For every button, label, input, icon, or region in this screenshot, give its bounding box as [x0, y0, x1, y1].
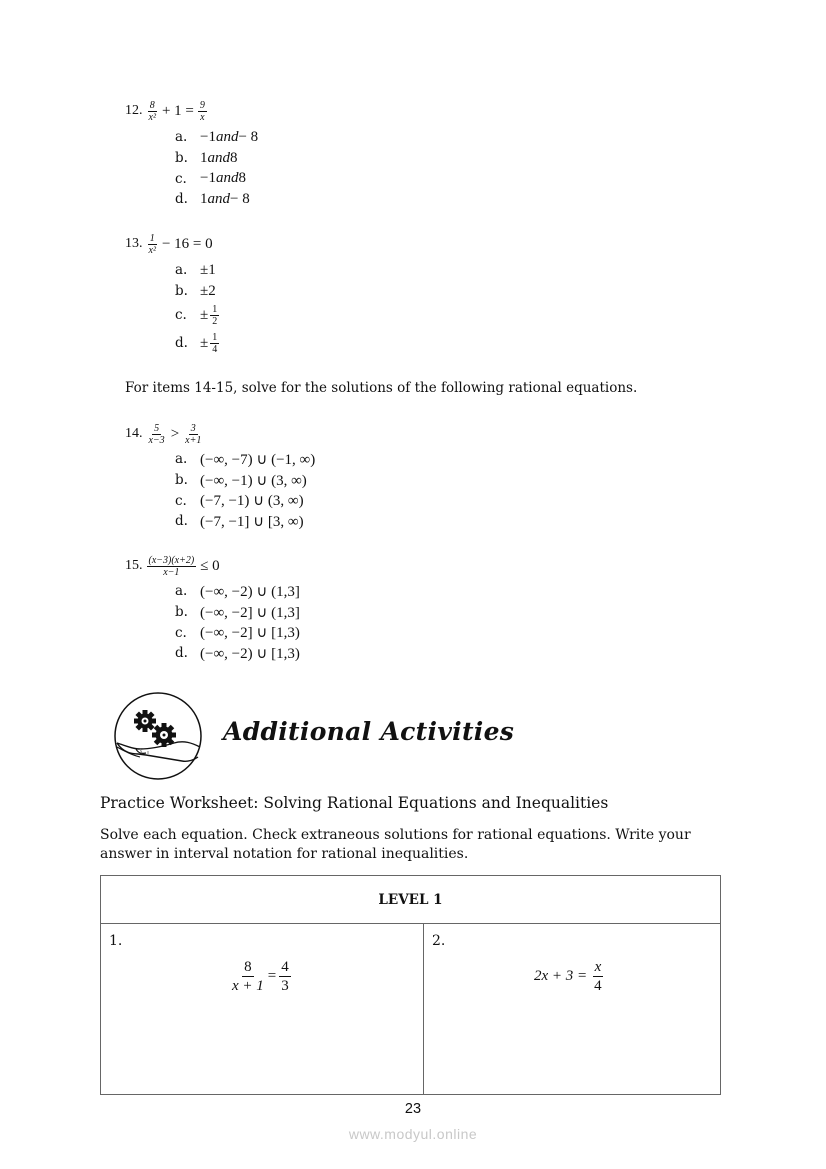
numerator: 4	[281, 959, 289, 975]
numerator: 3	[190, 422, 196, 434]
option-d	[175, 511, 315, 532]
option-b	[175, 470, 315, 491]
option-letter: c.	[175, 170, 187, 187]
denominator: 4	[212, 343, 218, 355]
option-b	[175, 148, 258, 169]
denominator: 4	[594, 978, 602, 994]
option-b	[175, 602, 300, 623]
option-sign: ±	[200, 306, 209, 323]
denominator: 3	[281, 978, 289, 994]
option-value: (−∞, −2) ∪ (1,3]	[200, 583, 300, 600]
gears-in-hand-icon	[112, 691, 204, 781]
option-value: (−7, −1] ∪ [3, ∞)	[200, 513, 304, 530]
numerator: 5	[154, 422, 160, 434]
question-12	[125, 98, 209, 124]
option-d	[175, 189, 258, 210]
option-letter: a.	[175, 129, 188, 146]
equation-operator: + 1 =	[161, 102, 194, 119]
option-c	[175, 622, 300, 643]
question-12-options	[175, 127, 258, 210]
fraction	[147, 555, 197, 578]
exercise-number: 1.	[109, 933, 123, 949]
exercise-equation	[534, 958, 606, 995]
option-value: (−∞, −7) ∪ (−1, ∞)	[200, 451, 316, 468]
option-value: 1	[200, 149, 208, 166]
denominator: x−3	[148, 434, 165, 446]
fraction	[230, 958, 266, 995]
fraction	[210, 304, 219, 327]
fraction	[279, 958, 291, 995]
question-number: 14.	[125, 426, 143, 441]
question-number: 12.	[125, 103, 143, 118]
option-b	[175, 281, 221, 302]
level-header: LEVEL 1	[101, 876, 721, 924]
worksheet-title: Practice Worksheet: Solving Rational Equations and Inequalities	[100, 794, 609, 812]
denominator: x²	[148, 111, 156, 123]
option-letter: b.	[175, 283, 188, 300]
numerator: x	[594, 959, 602, 975]
numerator: (x−3)(x+2)	[148, 554, 195, 566]
option-letter: b.	[175, 150, 188, 167]
denominator: x	[200, 111, 205, 123]
question-13-stem	[125, 231, 213, 257]
option-value: ±2	[200, 282, 216, 299]
equation-tail: − 16 = 0	[161, 235, 213, 252]
inequality-tail: ≤ 0	[200, 557, 220, 574]
worksheet-instructions: Solve each equation. Check extraneous solutions for rational equations. Write your answer in interval notation for rational inequalities.	[100, 827, 691, 862]
option-letter: d.	[175, 513, 188, 530]
option-value: − 8	[238, 128, 259, 145]
question-number: 13.	[125, 236, 143, 251]
option-value: (−∞, −2) ∪ [1,3)	[200, 645, 300, 662]
numerator: 8	[149, 99, 155, 111]
option-letter: a.	[175, 262, 188, 279]
fraction	[147, 423, 167, 446]
fraction	[210, 332, 219, 355]
option-c	[175, 301, 221, 329]
fraction	[147, 100, 158, 123]
option-letter: d.	[175, 335, 188, 352]
option-a	[175, 581, 300, 602]
option-and: and	[215, 128, 239, 145]
fraction	[198, 100, 207, 123]
option-letter: a.	[175, 451, 188, 468]
question-14-stem	[125, 421, 205, 447]
option-letter: c.	[175, 624, 187, 641]
option-value: 8	[238, 170, 246, 187]
option-d	[175, 329, 221, 357]
option-value: (−∞, −2] ∪ (1,3]	[200, 604, 300, 621]
instruction-text: For items 14-15, solve for the solutions of the following rational equations.	[125, 380, 638, 396]
option-a	[175, 449, 315, 470]
option-letter: b.	[175, 604, 188, 621]
option-value: ±1	[200, 261, 216, 278]
question-13	[125, 231, 213, 257]
option-value: 8	[230, 149, 238, 166]
page-number: 23	[404, 1101, 422, 1117]
numerator: 1	[212, 303, 218, 315]
numerator: 8	[244, 959, 252, 975]
option-a	[175, 127, 258, 148]
option-letter: d.	[175, 191, 188, 208]
option-and: and	[207, 149, 230, 166]
option-and: and	[207, 190, 230, 207]
equals-sign: =	[267, 968, 277, 984]
exercise-cell-1	[101, 924, 424, 1095]
equation-lhs: 2x + 3 =	[534, 968, 588, 984]
option-c	[175, 168, 258, 189]
exercise-cell-2	[424, 924, 721, 1095]
option-value: (−∞, −1) ∪ (3, ∞)	[200, 472, 307, 489]
question-14	[125, 421, 205, 447]
denominator: x + 1	[232, 978, 264, 994]
option-a	[175, 260, 221, 281]
question-number: 15.	[125, 558, 143, 573]
option-value: − 8	[230, 190, 250, 207]
option-value: −1	[200, 170, 216, 187]
denominator: 2	[212, 315, 218, 327]
option-and: and	[215, 170, 239, 187]
numerator: 9	[199, 99, 205, 111]
option-letter: c.	[175, 492, 187, 509]
question-15-stem	[125, 553, 220, 579]
exercise-number: 2.	[432, 933, 446, 949]
option-sign: ±	[200, 334, 209, 351]
option-letter: d.	[175, 645, 188, 662]
denominator: x²	[148, 244, 156, 256]
watermark: www.modyul.online	[348, 1126, 478, 1142]
denominator: x−1	[163, 566, 180, 578]
fraction	[183, 423, 203, 446]
question-15	[125, 553, 220, 579]
level-table	[100, 875, 721, 1095]
fraction	[147, 233, 158, 256]
option-letter: c.	[175, 307, 187, 324]
denominator: x+1	[185, 434, 202, 446]
option-letter: a.	[175, 583, 188, 600]
question-14-options	[175, 449, 315, 532]
option-letter: b.	[175, 472, 188, 489]
exercise-equation	[228, 958, 293, 995]
question-13-options	[175, 260, 221, 357]
option-value: (−∞, −2] ∪ [1,3)	[200, 625, 300, 642]
option-value: (−7, −1) ∪ (3, ∞)	[200, 493, 304, 510]
fraction	[592, 958, 604, 995]
option-value: −1	[200, 128, 216, 145]
question-12-stem	[125, 98, 209, 124]
numerator: 1	[149, 232, 155, 244]
option-value: 1	[200, 190, 208, 207]
question-15-options	[175, 581, 300, 664]
inequality-operator: >	[170, 425, 180, 442]
section-title: Additional Activities	[223, 717, 515, 746]
numerator: 1	[212, 331, 218, 343]
option-c	[175, 490, 315, 511]
option-d	[175, 643, 300, 664]
